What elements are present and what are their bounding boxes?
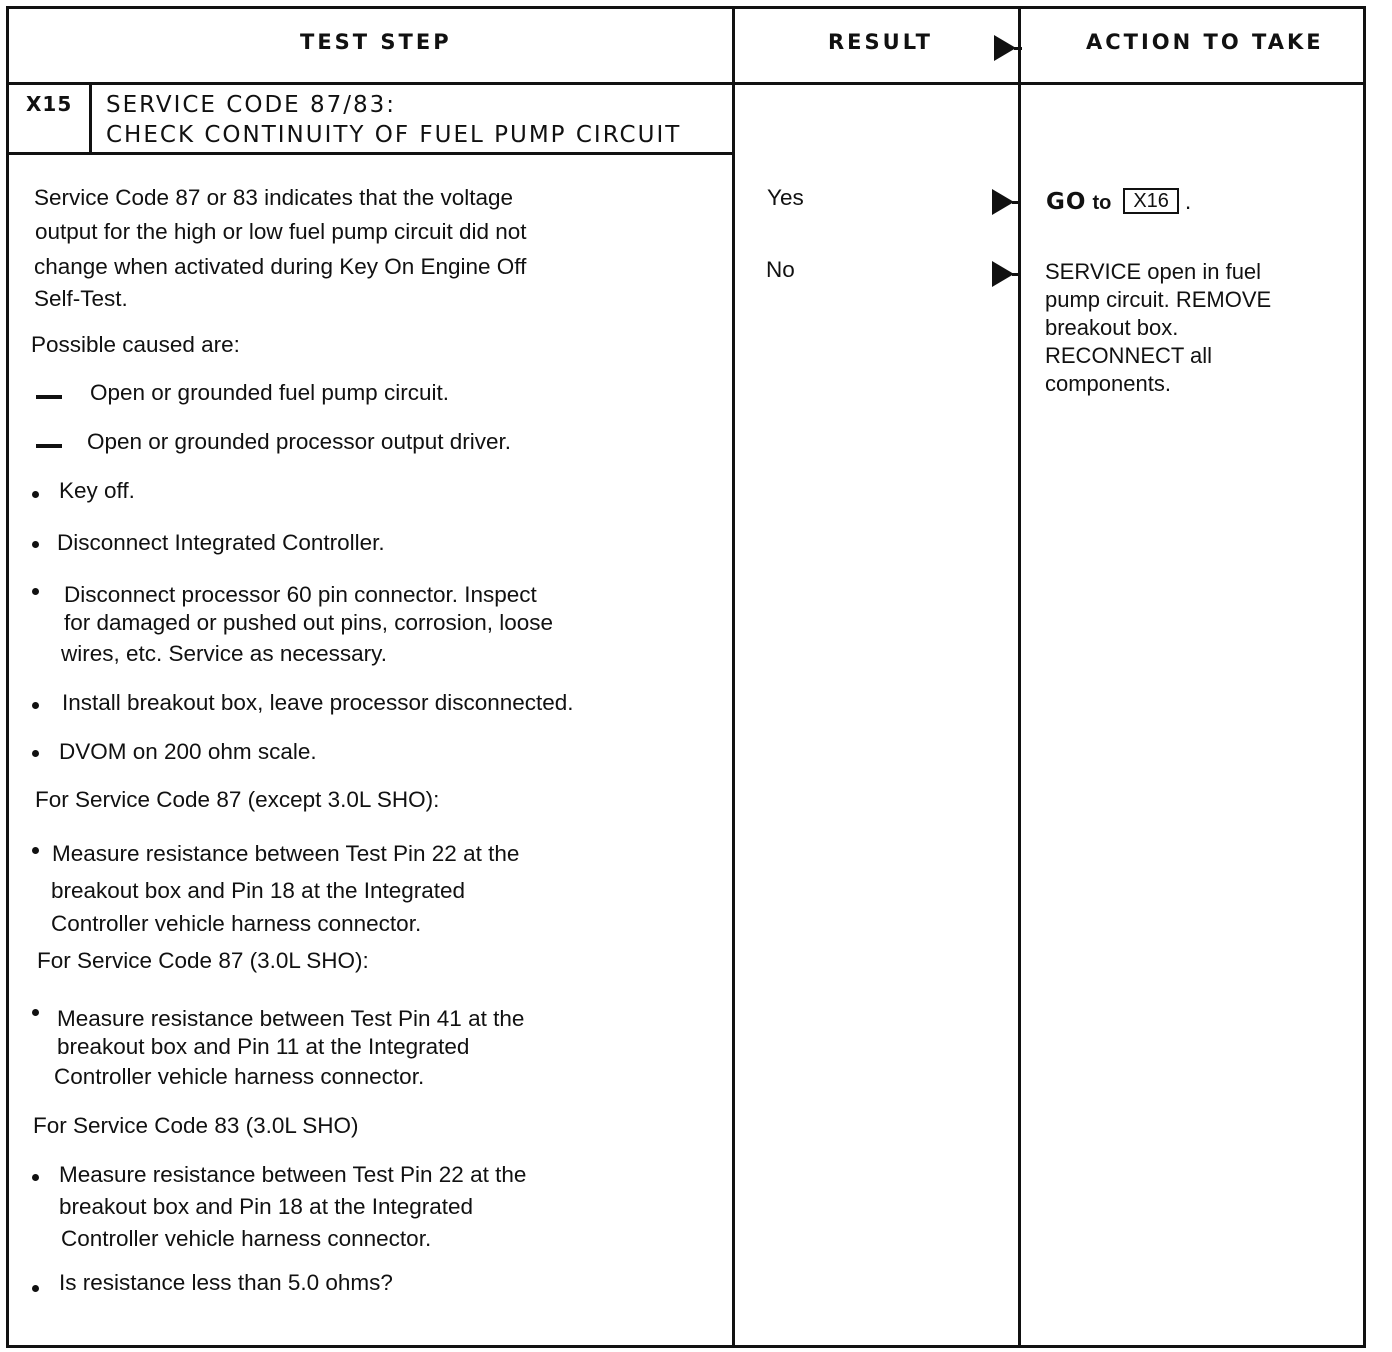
sub1-label: For Service Code 87 (except 3.0L SHO):: [35, 787, 440, 812]
step-key-off: Key off.: [59, 478, 135, 503]
sub1-measure-line: Controller vehicle harness connector.: [51, 911, 422, 936]
header-arrow-icon: [994, 35, 1016, 61]
sub2-label: For Service Code 87 (3.0L SHO):: [37, 948, 369, 973]
bullet-dot: [32, 1174, 39, 1181]
action-no-line: SERVICE open in fuel: [1045, 259, 1262, 284]
column-divider-result-action: [1018, 6, 1021, 1348]
action-step-reference[interactable]: X16: [1123, 188, 1179, 214]
step-disconnect-processor-line: wires, etc. Service as necessary.: [61, 641, 387, 666]
sub3-measure-line: Measure resistance between Test Pin 22 at the: [59, 1162, 527, 1187]
bullet-dot: [32, 588, 39, 595]
cause-item: Open or grounded processor output driver.: [87, 429, 512, 454]
step-disconnect-processor-line: Disconnect processor 60 pin connector. Inspect: [64, 582, 537, 607]
result-no: No: [766, 257, 795, 282]
action-no-line: pump circuit. REMOVE: [1045, 287, 1272, 312]
action-go-word: GO: [1046, 189, 1087, 215]
action-no: [1045, 258, 1345, 398]
sub2-measure-line: breakout box and Pin 11 at the Integrated: [57, 1034, 470, 1059]
sub3-measure-line: Controller vehicle harness connector.: [61, 1226, 432, 1251]
sub3-measure-line: breakout box and Pin 18 at the Integrated: [59, 1194, 474, 1219]
possible-causes-label: Possible caused are:: [31, 332, 240, 357]
dash-bullet: [36, 444, 62, 448]
action-no-line: RECONNECT all: [1045, 343, 1213, 368]
bullet-dot: [32, 491, 39, 498]
action-yes: [1046, 188, 1191, 216]
bullet-dot: [32, 750, 39, 757]
step-title-line1: SERVICE CODE 87/83:: [106, 92, 397, 118]
step-code-divider: [89, 84, 92, 154]
cause-item: Open or grounded fuel pump circuit.: [90, 380, 449, 405]
step-disconnect-processor-line: for damaged or pushed out pins, corrosion, loose: [64, 610, 554, 635]
action-period: .: [1184, 188, 1192, 214]
question: Is resistance less than 5.0 ohms?: [59, 1270, 393, 1295]
no-arrow-icon: [992, 261, 1014, 287]
bullet-dot: [32, 847, 39, 854]
sub2-measure-line: Controller vehicle harness connector.: [54, 1064, 425, 1089]
sub1-measure-line: breakout box and Pin 18 at the Integrated: [51, 878, 466, 903]
header-action: ACTION TO TAKE: [1086, 30, 1324, 54]
header-result: RESULT: [828, 30, 933, 54]
step-title-line2: CHECK CONTINUITY OF FUEL PUMP CIRCUIT: [106, 122, 682, 148]
step-dvom: DVOM on 200 ohm scale.: [59, 739, 317, 764]
bullet-dot: [32, 1009, 39, 1016]
sub1-measure-line: Measure resistance between Test Pin 22 at the: [52, 841, 520, 866]
step-code: X15: [26, 92, 73, 116]
action-no-line: components.: [1045, 371, 1171, 396]
intro-line: Self-Test.: [34, 286, 128, 311]
step-install-breakout: Install breakout box, leave processor disconnected.: [62, 690, 574, 715]
action-to-word: to: [1092, 192, 1112, 214]
step-title-bottom-rule: [6, 152, 734, 155]
header-bottom-rule: [6, 82, 1366, 85]
action-no-line: breakout box.: [1045, 315, 1179, 340]
step-disconnect-controller: Disconnect Integrated Controller.: [57, 530, 385, 555]
sub2-measure-line: Measure resistance between Test Pin 41 at the: [57, 1006, 525, 1031]
intro-line: Service Code 87 or 83 indicates that the voltage: [34, 185, 514, 210]
bullet-dot: [32, 702, 39, 709]
intro-line: change when activated during Key On Engine Off: [34, 254, 527, 279]
header-test-step: TEST STEP: [300, 30, 452, 54]
yes-arrow-icon: [992, 189, 1014, 215]
sub3-label: For Service Code 83 (3.0L SHO): [33, 1113, 359, 1138]
bullet-dot: [32, 1285, 39, 1292]
intro-line: output for the high or low fuel pump circuit did not: [35, 219, 527, 244]
result-yes: Yes: [767, 185, 804, 210]
dash-bullet: [36, 395, 62, 399]
bullet-dot: [32, 541, 39, 548]
column-divider-test-result: [732, 6, 735, 1348]
